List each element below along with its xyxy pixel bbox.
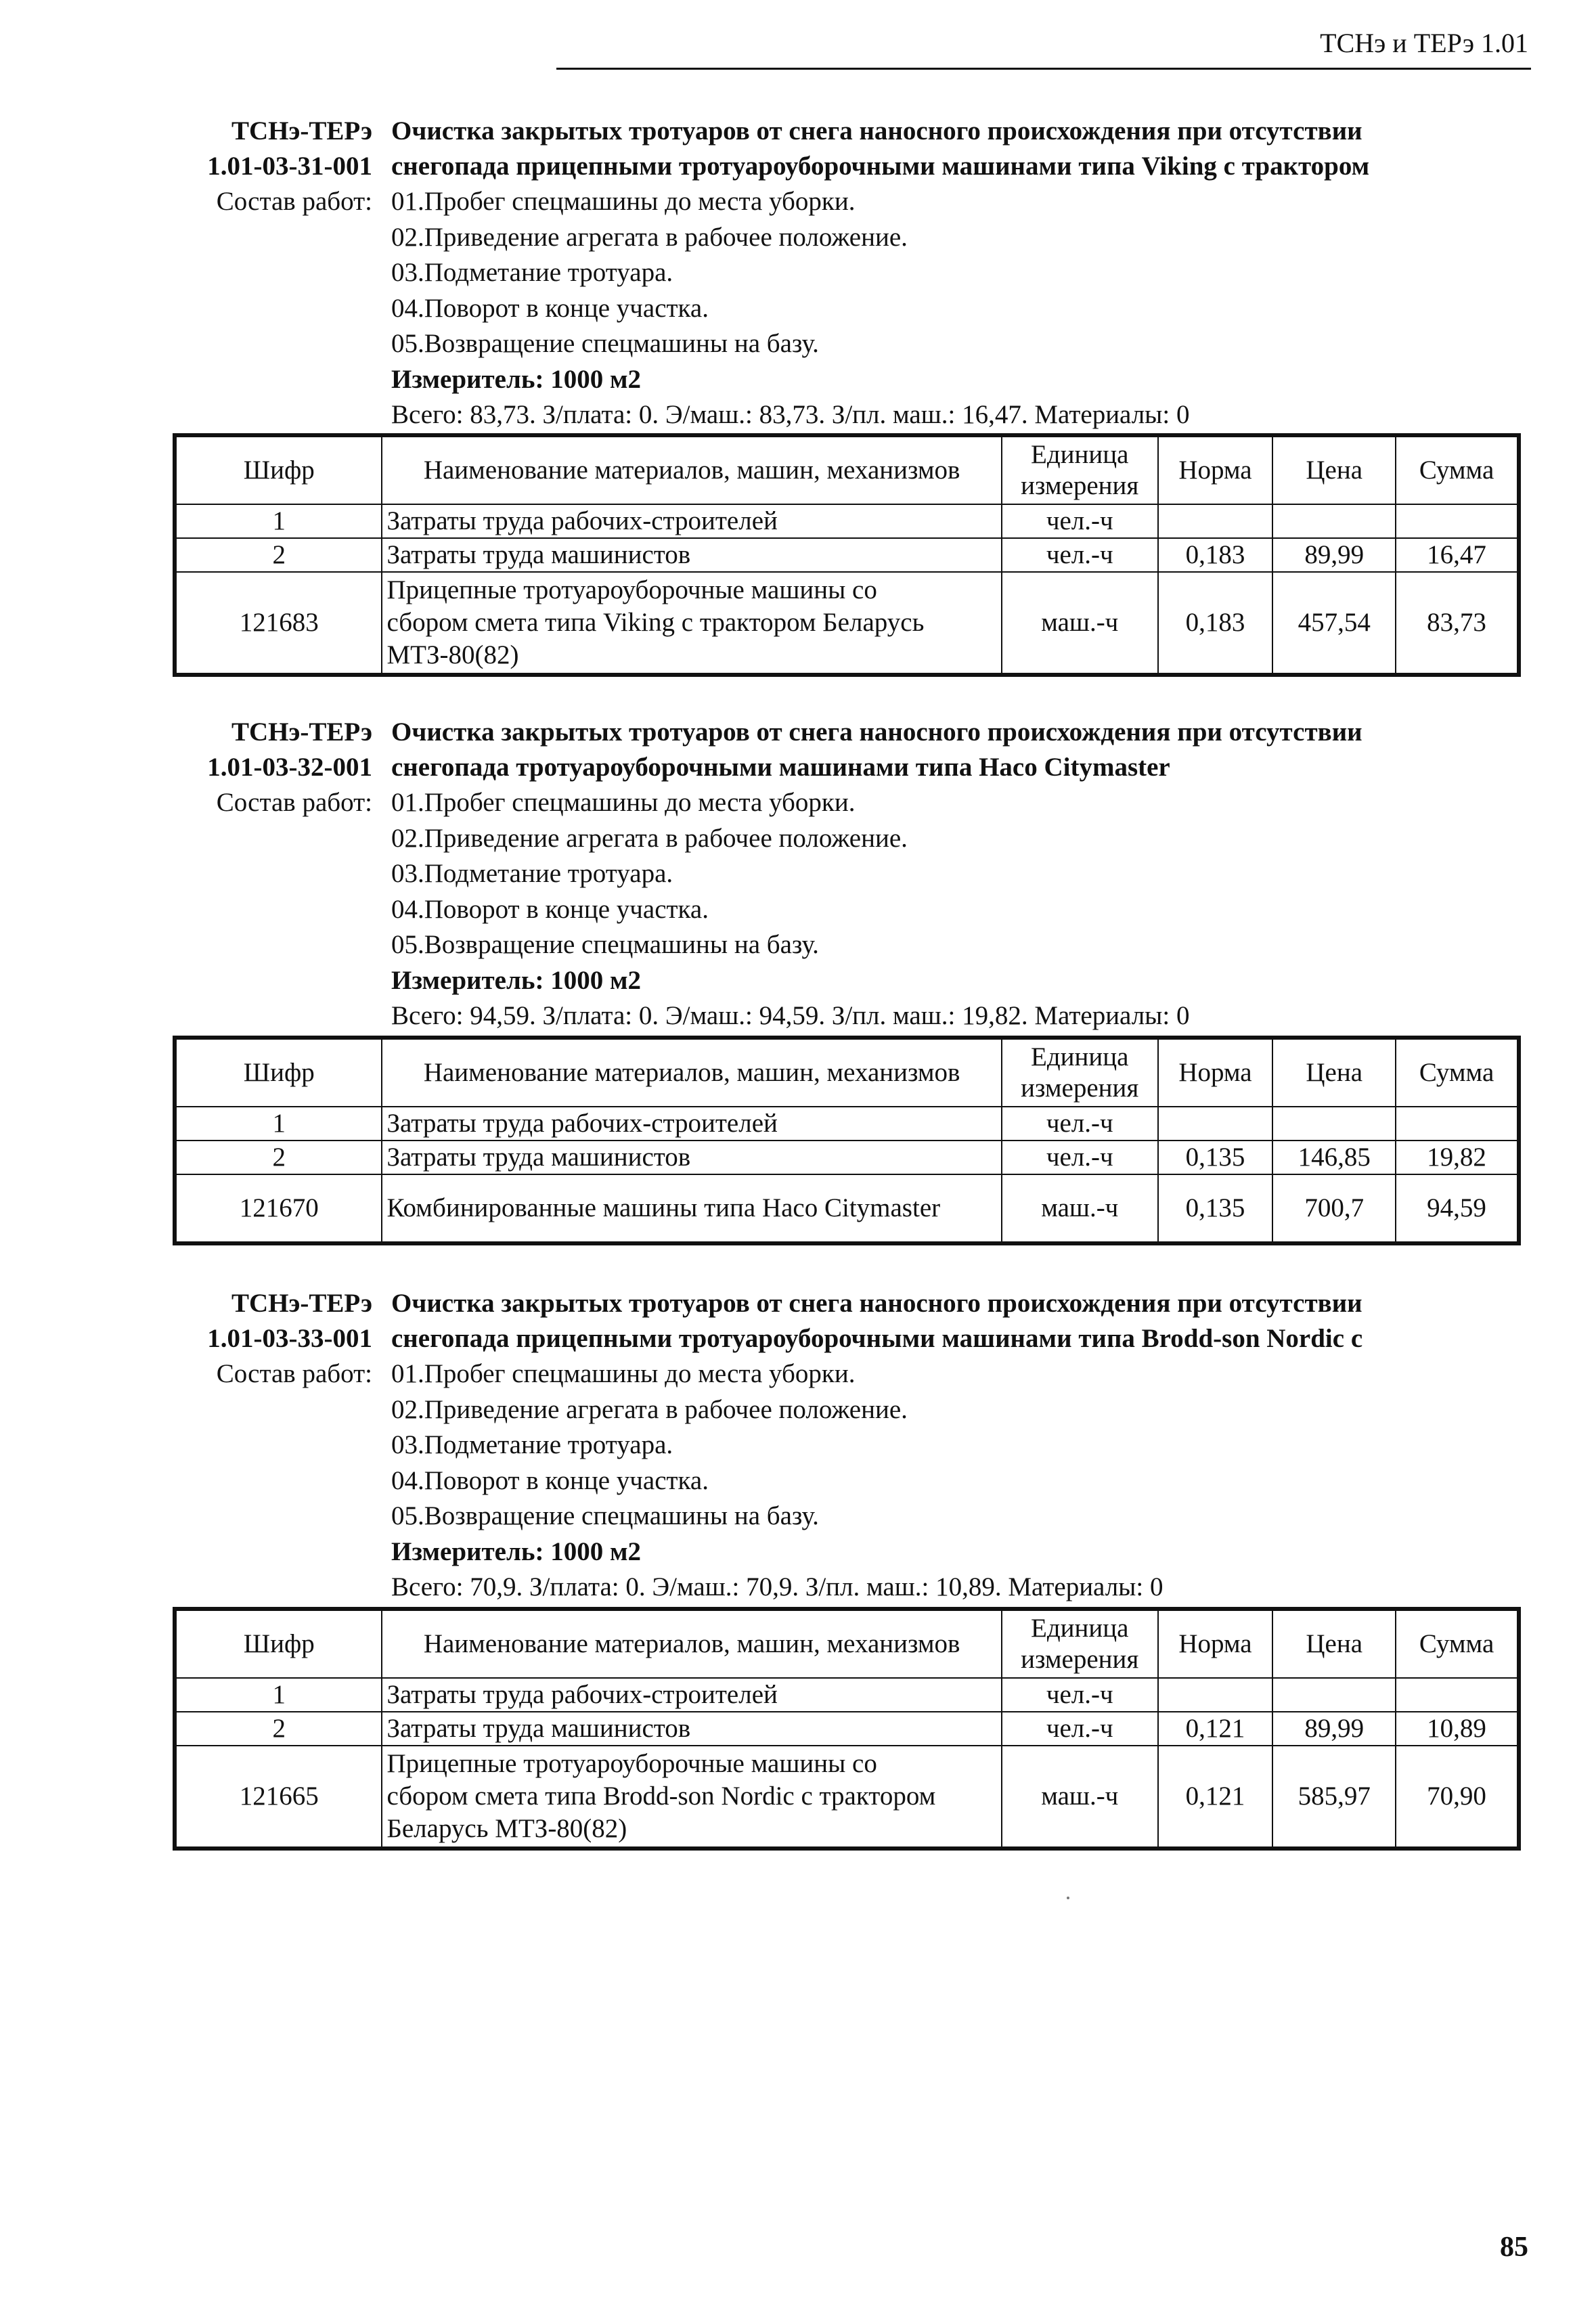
running-header: ТСНэ и ТЕРэ 1.01 [1320, 28, 1528, 58]
section-code [135, 1286, 372, 1356]
work-step: 02.Приведение агрегата в рабочее положение. [391, 1394, 908, 1424]
work-step: 04.Поворот в конце участка. [391, 293, 709, 323]
measure-unit [391, 963, 641, 998]
cell-sum: 83,73 [1396, 572, 1519, 675]
code-prefix: ТСНэ-ТЕРэ [231, 116, 372, 146]
measure-label: Измеритель: [391, 965, 544, 995]
cell-cipher: 121665 [175, 1746, 382, 1849]
work-step: 01.Пробег спецмашины до места уборки. [391, 187, 856, 216]
table-row [175, 504, 1519, 538]
table-row [175, 538, 1519, 572]
work-step: 03.Подметание тротуара. [391, 258, 673, 287]
cell-norm [1158, 1678, 1273, 1712]
header-unit-line: измерения [1021, 1645, 1139, 1674]
cell-name [382, 1678, 1001, 1712]
table-row [175, 572, 1519, 675]
header-price: Цена [1272, 1038, 1396, 1107]
resource-name-line: Затраты труда рабочих-строителей [386, 1109, 778, 1138]
header-price: Цена [1272, 435, 1396, 504]
table-header-row [175, 435, 1519, 504]
measure-label: Измеритель: [391, 1536, 544, 1566]
work-step: 01.Пробег спецмашины до места уборки. [391, 1359, 856, 1388]
resource-name-line: МТЗ-80(82) [386, 640, 519, 669]
work-steps [391, 184, 908, 362]
header-unit-line: измерения [1021, 471, 1139, 500]
cell-name [382, 1746, 1001, 1849]
cell-name [382, 1107, 1001, 1141]
header-norm: Норма [1158, 1609, 1273, 1678]
work-step: 03.Подметание тротуара. [391, 859, 673, 888]
measure-unit [391, 1534, 641, 1570]
estimate-table [173, 433, 1521, 677]
cell-norm [1158, 504, 1273, 538]
header-rule [556, 68, 1531, 70]
resource-name-line: Затраты труда рабочих-строителей [386, 506, 778, 535]
table-row [175, 1678, 1519, 1712]
cell-name [382, 538, 1001, 572]
cell-sum: 94,59 [1396, 1174, 1519, 1243]
cell-unit: маш.-ч [1002, 572, 1158, 675]
cell-name [382, 1141, 1001, 1174]
cell-cipher: 121683 [175, 572, 382, 675]
table-row [175, 1174, 1519, 1243]
cell-unit: чел.-ч [1002, 1141, 1158, 1174]
cell-price: 89,99 [1272, 1712, 1396, 1746]
resource-name-line: Затраты труда машинистов [386, 1143, 691, 1172]
header-sum: Сумма [1396, 435, 1519, 504]
cell-price [1272, 1678, 1396, 1712]
resource-name-line: Затраты труда машинистов [386, 540, 691, 569]
header-norm: Норма [1158, 435, 1273, 504]
resource-name-line: Комбинированные машины типа Haco Citymaster [386, 1193, 941, 1222]
cell-unit: чел.-ч [1002, 1678, 1158, 1712]
cell-unit: чел.-ч [1002, 538, 1158, 572]
cell-sum [1396, 1678, 1519, 1712]
header-unit [1002, 1609, 1158, 1678]
code-prefix: ТСНэ-ТЕРэ [231, 1289, 372, 1318]
measure-value: 1000 м2 [550, 965, 642, 995]
work-composition-label: Состав работ: [216, 187, 372, 216]
work-composition-label: Состав работ: [216, 788, 372, 817]
work-step: 02.Приведение агрегата в рабочее положение. [391, 823, 908, 853]
table-row [175, 1107, 1519, 1141]
cell-name [382, 504, 1001, 538]
title-line: Очистка закрытых тротуаров от снега наносного происхождения при отсутствии [391, 1289, 1362, 1318]
work-steps [391, 785, 908, 963]
section-title [391, 1286, 1542, 1356]
cell-unit: чел.-ч [1002, 504, 1158, 538]
cell-price: 146,85 [1272, 1141, 1396, 1174]
table-row [175, 1746, 1519, 1849]
header-unit [1002, 435, 1158, 504]
resource-name-line: Затраты труда рабочих-строителей [386, 1680, 778, 1709]
totals-line: Всего: 83,73. З/плата: 0. Э/маш.: 83,73. З/пл. маш.: 16,47. Материалы: 0 [391, 400, 1190, 429]
measure-value: 1000 м2 [550, 364, 642, 394]
resource-name-line: сбором смета типа Viking с трактором Беларусь [386, 608, 925, 637]
work-step: 03.Подметание тротуара. [391, 1430, 673, 1459]
table-header-row [175, 1038, 1519, 1107]
cell-cipher: 2 [175, 1141, 382, 1174]
code-number: 1.01-03-33-001 [207, 1324, 372, 1353]
cell-price: 700,7 [1272, 1174, 1396, 1243]
cell-cipher: 1 [175, 504, 382, 538]
cell-sum: 10,89 [1396, 1712, 1519, 1746]
cell-norm: 0,121 [1158, 1712, 1273, 1746]
header-sum: Сумма [1396, 1609, 1519, 1678]
cell-cipher: 1 [175, 1678, 382, 1712]
page-number: 85 [1500, 2232, 1528, 2263]
section-code [135, 114, 372, 184]
measure-label: Измеритель: [391, 364, 544, 394]
cell-cipher: 2 [175, 1712, 382, 1746]
table-row [175, 1712, 1519, 1746]
totals-line: Всего: 94,59. З/плата: 0. Э/маш.: 94,59. З/пл. маш.: 19,82. Материалы: 0 [391, 1001, 1190, 1030]
cell-price: 457,54 [1272, 572, 1396, 675]
cell-cipher: 2 [175, 538, 382, 572]
estimate-table [173, 1036, 1521, 1245]
cell-name [382, 572, 1001, 675]
table-row [175, 1141, 1519, 1174]
title-line: Очистка закрытых тротуаров от снега наносного происхождения при отсутствии [391, 717, 1362, 747]
header-name: Наименование материалов, машин, механизмов [382, 1038, 1001, 1107]
work-steps [391, 1356, 908, 1534]
cell-price [1272, 504, 1396, 538]
resource-name-line: сбором смета типа Brodd-son Nordic с трактором [386, 1782, 936, 1811]
estimate-table [173, 1607, 1521, 1851]
section-title [391, 114, 1542, 184]
title-line: снегопада тротуароуборочными машинами типа Haco Citymaster [391, 753, 1170, 782]
cell-unit: чел.-ч [1002, 1107, 1158, 1141]
scan-speck [1067, 1897, 1069, 1899]
cell-cipher: 121670 [175, 1174, 382, 1243]
header-cipher: Шифр [175, 1609, 382, 1678]
work-step: 04.Поворот в конце участка. [391, 1465, 709, 1495]
measure-unit [391, 362, 641, 397]
section-code [135, 715, 372, 785]
cell-name [382, 1174, 1001, 1243]
resource-name-line: Прицепные тротуароуборочные машины со [386, 1749, 877, 1778]
cell-norm [1158, 1107, 1273, 1141]
cell-sum: 19,82 [1396, 1141, 1519, 1174]
cell-norm: 0,135 [1158, 1174, 1273, 1243]
header-price: Цена [1272, 1609, 1396, 1678]
resource-name-line: Беларусь МТЗ-80(82) [386, 1814, 627, 1843]
totals-line: Всего: 70,9. З/плата: 0. Э/маш.: 70,9. З/пл. маш.: 10,89. Материалы: 0 [391, 1572, 1163, 1601]
header-cipher: Шифр [175, 435, 382, 504]
header-cipher: Шифр [175, 1038, 382, 1107]
work-step: 01.Пробег спецмашины до места уборки. [391, 788, 856, 817]
work-step: 02.Приведение агрегата в рабочее положение. [391, 222, 908, 252]
cell-sum [1396, 504, 1519, 538]
cell-cipher: 1 [175, 1107, 382, 1141]
work-step: 04.Поворот в конце участка. [391, 894, 709, 924]
cell-name [382, 1712, 1001, 1746]
header-unit-line: Единица [1031, 1042, 1129, 1071]
code-number: 1.01-03-32-001 [207, 753, 372, 782]
resource-name-line: Прицепные тротуароуборочные машины со [386, 575, 877, 604]
header-norm: Норма [1158, 1038, 1273, 1107]
cell-sum [1396, 1107, 1519, 1141]
header-name: Наименование материалов, машин, механизмов [382, 435, 1001, 504]
cell-unit: чел.-ч [1002, 1712, 1158, 1746]
cell-sum: 70,90 [1396, 1746, 1519, 1849]
title-line: Очистка закрытых тротуаров от снега наносного происхождения при отсутствии [391, 116, 1362, 146]
cell-unit: маш.-ч [1002, 1174, 1158, 1243]
header-sum: Сумма [1396, 1038, 1519, 1107]
cell-norm: 0,183 [1158, 538, 1273, 572]
cell-price: 89,99 [1272, 538, 1396, 572]
measure-value: 1000 м2 [550, 1536, 642, 1566]
header-name: Наименование материалов, машин, механизмов [382, 1609, 1001, 1678]
work-step: 05.Возвращение спецмашины на базу. [391, 930, 819, 959]
cell-norm: 0,121 [1158, 1746, 1273, 1849]
work-step: 05.Возвращение спецмашины на базу. [391, 329, 819, 358]
header-unit-line: измерения [1021, 1074, 1139, 1103]
cell-unit: маш.-ч [1002, 1746, 1158, 1849]
header-unit [1002, 1038, 1158, 1107]
title-line: снегопада прицепными тротуароуборочными машинами типа Brodd-son Nordic с [391, 1324, 1363, 1353]
resource-name-line: Затраты труда машинистов [386, 1714, 691, 1743]
cell-price [1272, 1107, 1396, 1141]
section-title [391, 715, 1542, 785]
cell-norm: 0,183 [1158, 572, 1273, 675]
code-prefix: ТСНэ-ТЕРэ [231, 717, 372, 747]
cell-price: 585,97 [1272, 1746, 1396, 1849]
work-composition-label: Состав работ: [216, 1359, 372, 1388]
header-unit-line: Единица [1031, 1614, 1129, 1643]
title-line: снегопада прицепными тротуароуборочными машинами типа Viking с трактором [391, 152, 1370, 181]
code-number: 1.01-03-31-001 [207, 152, 372, 181]
work-step: 05.Возвращение спецмашины на базу. [391, 1501, 819, 1530]
header-unit-line: Единица [1031, 440, 1129, 469]
cell-sum: 16,47 [1396, 538, 1519, 572]
table-header-row [175, 1609, 1519, 1678]
cell-norm: 0,135 [1158, 1141, 1273, 1174]
